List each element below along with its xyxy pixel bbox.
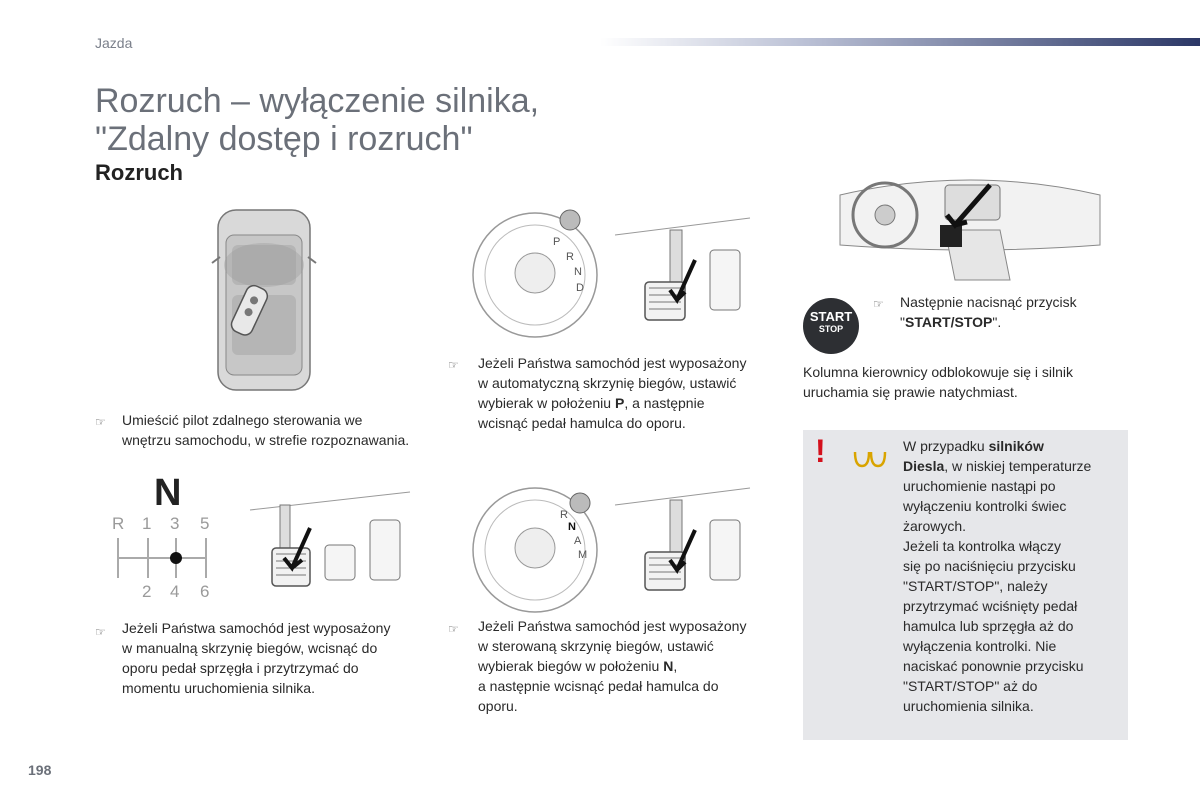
selector-a: A xyxy=(574,535,582,547)
glow-plug-icon xyxy=(852,448,888,470)
page-title-line2: "Zdalny dostęp i rozruch" xyxy=(95,120,473,158)
page-title xyxy=(95,82,539,158)
step-auto-text: Jeżeli Państwa samochód jest wyposażony w automatyczną skrzynię biegów, ustawić wybierak w położeniu P, a następnie wcisnąć pedał hamulca do oporu. xyxy=(478,355,747,431)
selector-r: R xyxy=(560,509,568,521)
page-number: 198 xyxy=(28,762,52,778)
brake-pedal-illustration-auto xyxy=(615,210,750,325)
section-subtitle: Rozruch xyxy=(95,160,183,185)
step-start-text: Następnie nacisnąć przycisk "START/STOP". xyxy=(900,294,1077,330)
warning-text: W przypadku silników Diesla, w niskiej temperaturze uruchomienie nastąpi po wyłączeniu kontrolki świec żarowych. Jeżeli ta kontrolka włączy się po naciśnięciu przycisku "START/STOP", należy przytrzymać wciśnięty pedał hamulca lub sprzęgła aż do wyłączenia kontrolki. Nie naciskać ponownie przycisku "START/STOP" aż do uruchomienia silnika. xyxy=(903,438,1092,714)
gear-selected-label: N xyxy=(154,472,182,514)
selector-p: P xyxy=(553,236,561,248)
step-robot-text: Jeżeli Państwa samochód jest wyposażony w sterowaną skrzynię biegów, ustawić wybierak biegów w położeniu N, a następnie wcisnąć pedał hamulca do oporu. xyxy=(478,618,747,714)
auto-gear-selector-illustration xyxy=(470,205,605,345)
warning-exclamation-icon: ! xyxy=(815,433,826,469)
car-top-view-illustration xyxy=(210,205,320,395)
result-text: Kolumna kierownicy odblokowuje się i silnik uruchamia się prawie natychmiast. xyxy=(803,364,1074,400)
selector-n: N xyxy=(574,266,582,278)
start-stop-button-icon: START STOP xyxy=(803,298,859,354)
header-gradient-bar xyxy=(600,38,1200,46)
manual-gear-diagram: N R 1 3 5 2 4 6 xyxy=(112,472,210,601)
dashboard-illustration xyxy=(835,170,1105,285)
bullet-icon: ☞ xyxy=(873,297,884,311)
manual-pedals-illustration xyxy=(250,490,410,595)
selector-m: M xyxy=(578,549,588,561)
page-title-line1: Rozruch – wyłączenie silnika, xyxy=(95,82,540,120)
brake-pedal-illustration-robot xyxy=(615,480,750,595)
bullet-icon: ☞ xyxy=(95,625,106,639)
robot-gear-selector-illustration xyxy=(470,478,605,618)
bullet-icon: ☞ xyxy=(448,358,459,372)
section-header: Jazda xyxy=(95,35,133,51)
step-manual-text: Jeżeli Państwa samochód jest wyposażony w manualną skrzynię biegów, wcisnąć do oporu pedał sprzęgła i przytrzymać do momentu uruchomienia silnika. xyxy=(122,620,391,696)
selector-d: D xyxy=(576,282,584,294)
selector-r: R xyxy=(566,251,574,263)
selector-n: N xyxy=(568,521,576,533)
step-key-text: Umieścić pilot zdalnego sterowania we wnętrzu samochodu, w strefie rozpoznawania. xyxy=(122,412,410,448)
bullet-icon: ☞ xyxy=(448,622,459,636)
bullet-icon: ☞ xyxy=(95,415,106,429)
